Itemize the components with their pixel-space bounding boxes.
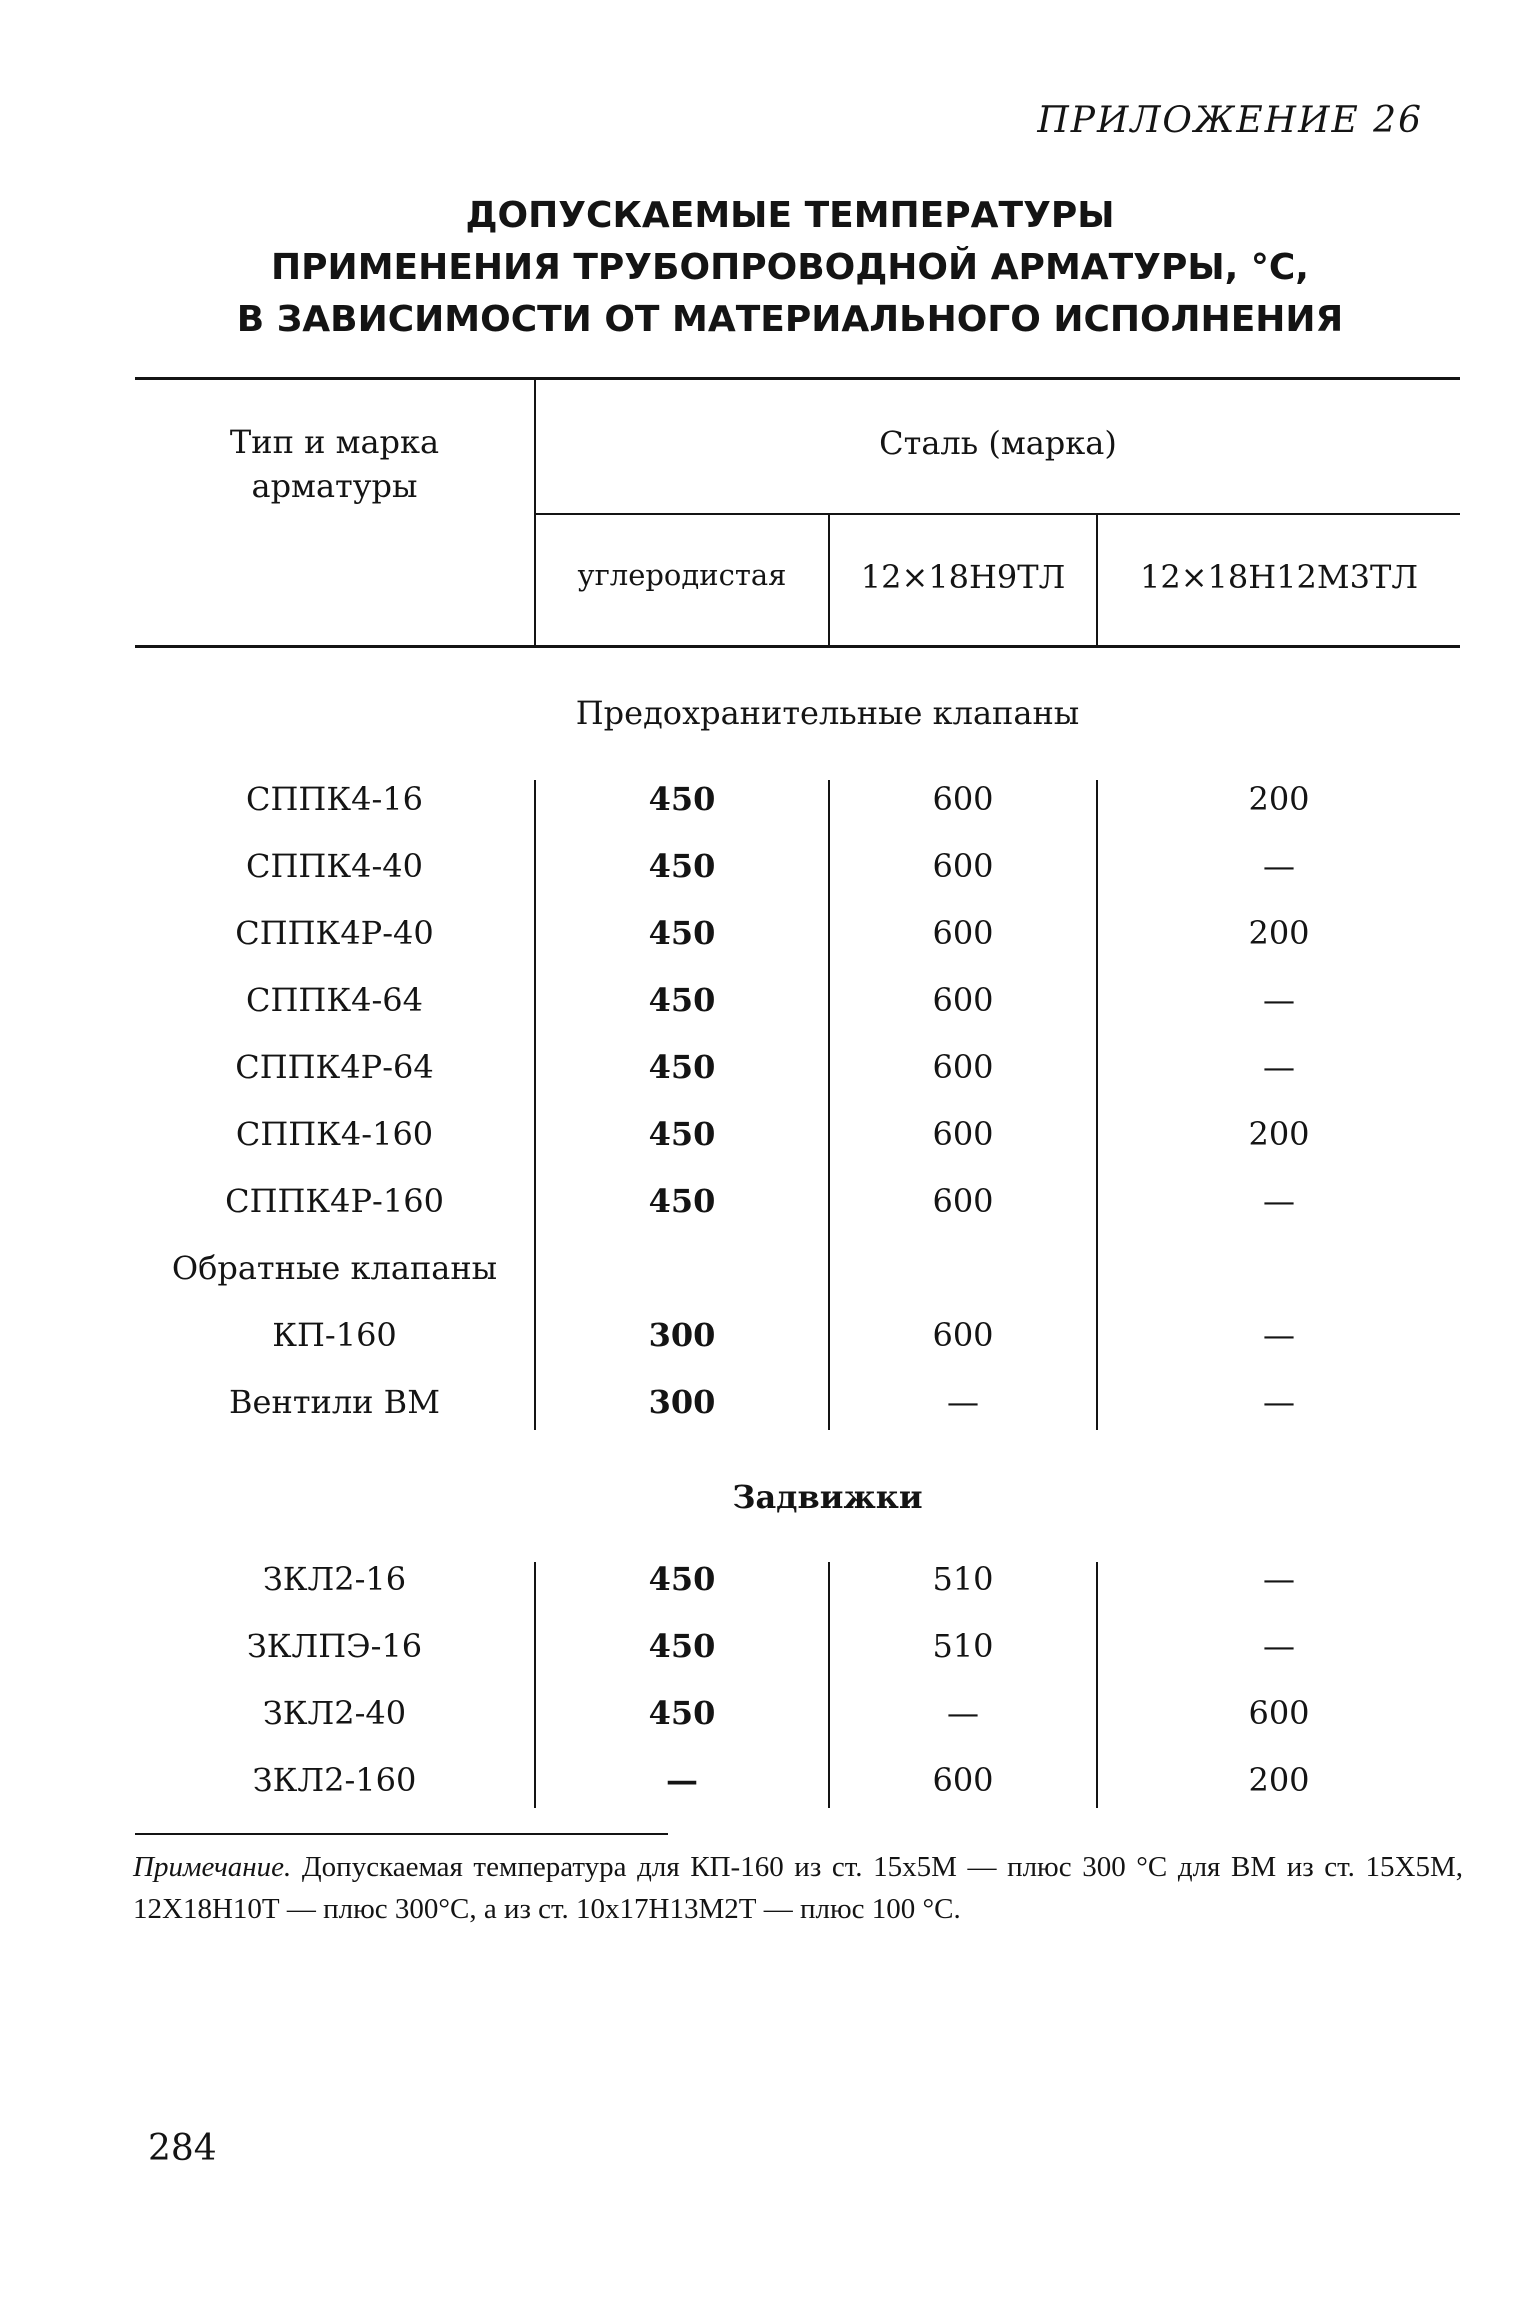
temperature-cell: 450 (648, 1048, 716, 1086)
temperature-cell: 450 (648, 1115, 716, 1153)
temperature-cell: 200 (1248, 780, 1310, 818)
title-line-3: В ЗАВИСИМОСТИ ОТ МАТЕРИАЛЬНОГО ИСПОЛНЕНИЯ (236, 299, 1344, 340)
temperature-cell: 450 (648, 1560, 716, 1598)
temperature-cell: 600 (932, 847, 994, 885)
row-label: Обратные клапаны (171, 1249, 498, 1287)
temperature-cell: — (666, 1761, 698, 1799)
row-label: ЗКЛ2-16 (262, 1560, 407, 1598)
row-label: СППК4Р-64 (235, 1048, 434, 1086)
page-number: 284 (148, 2128, 217, 2169)
column-header-2: 12×18Н9ТЛ (860, 558, 1066, 596)
section-gate-valves: Задвижки (732, 1478, 923, 1516)
note-separator (135, 1833, 668, 1835)
temperature-cell: — (947, 1383, 979, 1421)
row-label: Вентили ВМ (229, 1383, 440, 1421)
temperature-cell: 600 (1248, 1694, 1310, 1732)
row-label: ЗКЛПЭ-16 (246, 1627, 423, 1665)
temperature-cell: 200 (1248, 914, 1310, 952)
temperature-cell: 450 (648, 1182, 716, 1220)
page-title (130, 190, 1450, 346)
temperature-cell: 600 (932, 1115, 994, 1153)
temperature-cell: 600 (932, 1182, 994, 1220)
temperature-cell: 510 (932, 1560, 994, 1598)
temperature-cell: 450 (648, 1694, 716, 1732)
header-bottom-rule (135, 645, 1460, 648)
temperature-cell: 600 (932, 1048, 994, 1086)
temperature-cell: 600 (932, 914, 994, 952)
title-line-2: ПРИМЕНЕНИЯ ТРУБОПРОВОДНОЙ АРМАТУРЫ, °С, (271, 247, 1309, 288)
temperature-cell: — (1263, 1048, 1295, 1086)
temperature-cell: 450 (648, 780, 716, 818)
row-label: СППК4-16 (246, 780, 423, 818)
header-type-cell (135, 420, 534, 508)
header-steel: Сталь (марка) (879, 424, 1117, 462)
temperature-cell: 600 (932, 1761, 994, 1799)
temperature-cell: — (1263, 1560, 1295, 1598)
temperature-cell: 200 (1248, 1761, 1310, 1799)
temperature-cell: 600 (932, 1316, 994, 1354)
row-label: СППК4-64 (246, 981, 423, 1019)
footnote (133, 1846, 1463, 1930)
temperature-cell: 200 (1248, 1115, 1310, 1153)
temperature-cell: 450 (648, 914, 716, 952)
temperature-cell: — (1263, 847, 1295, 885)
temperature-cell: 450 (648, 1627, 716, 1665)
row-label: СППК4Р-160 (225, 1182, 444, 1220)
row-label: СППК4-160 (235, 1115, 434, 1153)
temperature-cell: — (1263, 1627, 1295, 1665)
footnote-label: Примечание. (133, 1851, 292, 1883)
temperature-cell: — (1263, 1316, 1295, 1354)
temperature-cell: 450 (648, 847, 716, 885)
column-header-3: 12×18Н12М3ТЛ (1139, 558, 1419, 596)
temperature-cell: 450 (648, 981, 716, 1019)
temperature-cell: — (1263, 1182, 1295, 1220)
row-label: ЗКЛ2-40 (262, 1694, 407, 1732)
temperature-cell: 600 (932, 981, 994, 1019)
appendix-label: ПРИЛОЖЕНИЕ 26 (1037, 100, 1423, 141)
header-middle-rule (535, 513, 1460, 515)
temperature-cell: — (1263, 1383, 1295, 1421)
column-header-1: углеродистая (577, 558, 787, 592)
row-label: СППК4-40 (246, 847, 423, 885)
row-label: ЗКЛ2-160 (252, 1761, 417, 1799)
table-top-rule (135, 377, 1460, 380)
temperature-cell: — (1263, 981, 1295, 1019)
temperature-cell: 300 (648, 1316, 716, 1354)
temperature-cell: — (947, 1694, 979, 1732)
temperature-cell: 300 (648, 1383, 716, 1421)
temperature-cell: 510 (932, 1627, 994, 1665)
title-line-1: ДОПУСКАЕМЫЕ ТЕМПЕРАТУРЫ (465, 195, 1115, 236)
row-label: СППК4Р-40 (235, 914, 434, 952)
header-divider-1 (534, 380, 536, 646)
section-safety-valves: Предохранительные клапаны (575, 694, 1080, 732)
footnote-text: Допускаемая температура для КП-160 из ст. 15х5М — плюс 300 °С для ВМ из ст. 15Х5М, 12Х18Н10Т — плюс 300°С, а из ст. 10х17Н13М2Т — плюс 100 °С. (133, 1851, 1463, 1925)
header-type-line-2: арматуры (251, 467, 418, 505)
row-label: КП-160 (272, 1316, 397, 1354)
temperature-cell: 600 (932, 780, 994, 818)
header-type-line-1: Тип и марка (229, 423, 440, 461)
